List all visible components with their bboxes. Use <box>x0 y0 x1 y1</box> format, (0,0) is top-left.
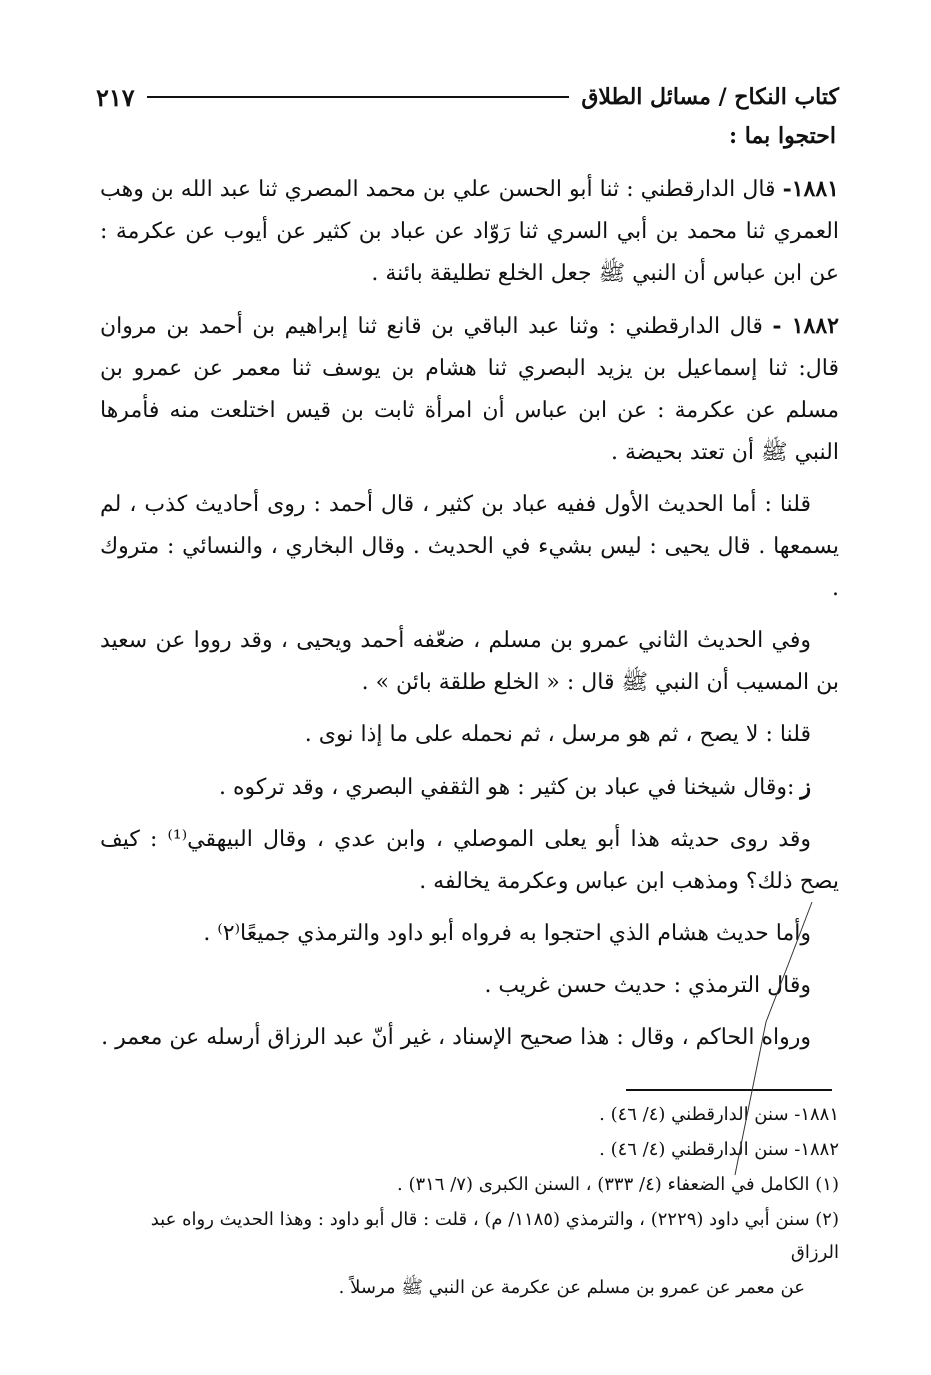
paragraph-second-hadith: وفي الحديث الثاني عمرو بن مسلم ، ضعّفه أحمد ويحيى ، وقد رووا عن سعيد بن المسيب أن النبي ﷺ قال : « الخلع طلقة بائن » . <box>100 628 839 695</box>
footnote-1881: ١٨٨١- سنن الدارقطني (٤/ ٤٦) . <box>599 1104 839 1125</box>
footnotes <box>98 1098 839 1306</box>
paragraph-hakim: ورواه الحاكم ، وقال : هذا صحيح الإسناد ، غير أنّ عبد الرزاق أرسله عن معمر . <box>101 1025 811 1050</box>
header-rule <box>147 96 570 98</box>
hadith-1881 <box>100 168 839 295</box>
hadith-number: ١٨٨١- <box>782 176 839 202</box>
intro-heading: احتجوا بما : <box>728 123 836 149</box>
hadith-1882 <box>100 305 839 474</box>
hadith-text: قال الدارقطني : ثنا أبو الحسن علي بن محمد المصري ثنا عبد الله بن وهب العمري ثنا محمد بن أبي السري ثنا رَوّاد عن عباد بن كثير عن أيوب عن عكرمة : عن ابن عباس أن النبي ﷺ جعل الخلع تطليقة بائنة . <box>100 177 839 286</box>
chapter-title: كتاب النكاح / مسائل الطلاق <box>581 84 839 110</box>
hadith-number: ١٨٨٢ - <box>772 313 839 339</box>
main-text <box>100 168 839 1069</box>
paragraph-shaykh <box>100 766 839 809</box>
paragraph-response-1: قلنا : أما الحديث الأول ففيه عباد بن كثير ، قال أحمد : روى أحاديث كذب ، لم يسمعها . قال يحيى : ليس بشيء في الحديث . وقال البخاري ، والنسائي : متروك . <box>100 492 839 601</box>
footnote-1882: ١٨٨٢- سنن الدارقطني (٤/ ٤٦) . <box>599 1139 839 1160</box>
page-number: ٢١٧ <box>96 82 135 112</box>
running-header <box>96 80 839 114</box>
footnote-1: (١) الكامل في الضعفاء (٤/ ٣٣٣) ، السنن الكبرى (٧/ ٣١٦) . <box>397 1174 839 1195</box>
paragraph-response-2: قلنا : لا يصح ، ثم هو مرسل ، ثم نحمله على ما إذا نوى . <box>304 722 811 747</box>
hadith-text: قال الدارقطني : وثنا عبد الباقي بن قانع ثنا إبراهيم بن أحمد بن مروان قال: ثنا إسماعيل بن يزيد البصري ثنا هشام بن يوسف ثنا معمر عن عمرو بن مسلم عن عكرمة : عن ابن عباس أن امرأة ثابت بن قيس اختلعت منه فأمرها النبي ﷺ أن تعتد بحيضة . <box>100 314 839 465</box>
paragraph-text: :وقال شيخنا في عباد بن كثير : هو الثقفي البصري ، وقد تركوه . <box>219 775 795 800</box>
marginal-code: ز <box>800 774 811 800</box>
paragraph-hisham: وأما حديث هشام الذي احتجوا به فرواه أبو داود والترمذي جميعًا⁽٢⁾ . <box>203 921 811 946</box>
paragraph-tirmidhi: وقال الترمذي : حديث حسن غريب . <box>484 973 811 998</box>
footnote-2-continued: عن معمر عن عمرو بن مسلم عن عكرمة عن النبي ﷺ مرسلاً . <box>338 1277 805 1298</box>
paragraph-bayhaqi: وقد روى حديثه هذا أبو يعلى الموصلي ، وابن عدي ، وقال البيهقي⁽¹⁾ : كيف يصح ذلك؟ ومذهب ابن عباس وعكرمة يخالفه . <box>100 827 839 894</box>
footnote-rule <box>626 1089 832 1091</box>
footnote-2: (٢) سنن أبي داود (٢٢٢٩) ، والترمذي (١١٨٥/ م) ، قلت : قال أبو داود : وهذا الحديث رواه عبد الرزاق <box>150 1209 839 1263</box>
